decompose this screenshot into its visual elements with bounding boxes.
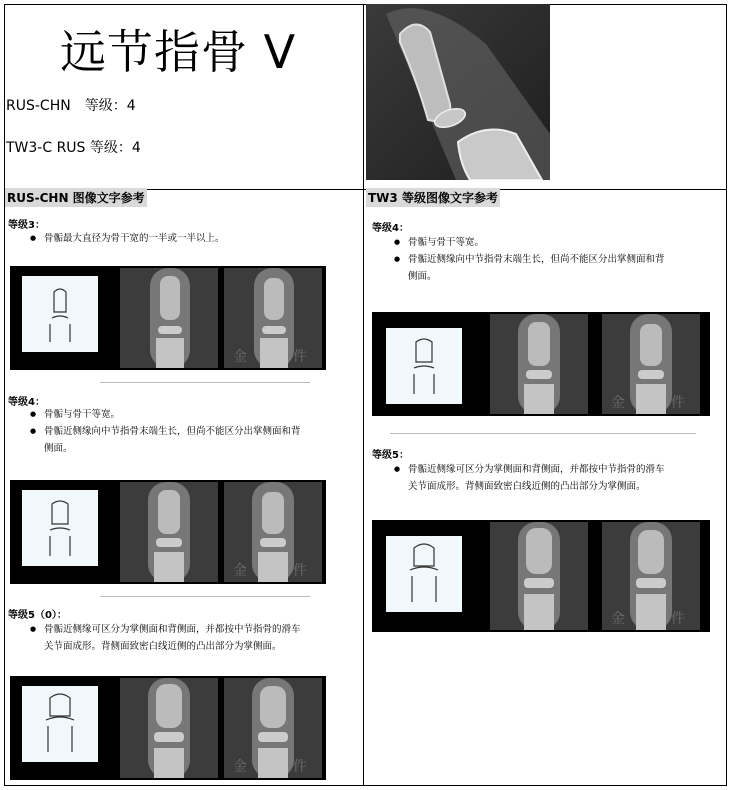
tw3-stage-4-label: 等级4： xyxy=(372,223,409,234)
rus-stage-3-label: 等级3： xyxy=(8,220,45,231)
rus-stage-5-label: 等级5（0）： xyxy=(8,610,67,621)
bullet-text: ● 骨骺近侧缘可区分为掌侧面和背侧面，并都按中节指骨的滑车 xyxy=(30,621,301,638)
rus-stage-4-label: 等级4： xyxy=(8,397,45,408)
bullet-text-continued: 侧面。 xyxy=(408,271,437,282)
xray-image xyxy=(602,522,700,630)
watermark: 金 软件 xyxy=(611,395,691,411)
xray-image xyxy=(224,482,322,582)
bullet-text-continued: 关节面成形。背侧面致密白线近侧的凸出部分为掌侧面。 xyxy=(44,641,282,652)
rus-stage-3-images xyxy=(10,266,326,370)
tw3-grade: TW3-C RUS 等级：4 xyxy=(6,140,141,156)
bullet-text: ● 骨骺最大直径为骨干宽的一半或一半以上。 xyxy=(30,230,225,247)
watermark: 金 软件 xyxy=(233,563,313,579)
rus-chn-heading: RUS-CHN 图像文字参考 xyxy=(5,188,147,207)
column-divider xyxy=(363,5,364,785)
watermark: 金 软件 xyxy=(233,349,313,365)
finger-sketch-icon xyxy=(386,328,462,404)
xray-image xyxy=(490,522,588,630)
finger-sketch-icon xyxy=(22,490,98,566)
tw3-stage-5-images xyxy=(372,520,710,632)
tw3-stage-5-bullets xyxy=(394,461,665,495)
divider xyxy=(390,433,696,434)
xray-image xyxy=(490,314,588,414)
xray-image xyxy=(120,482,218,582)
finger-sketch-icon xyxy=(386,536,462,612)
header-xray-image xyxy=(366,4,550,180)
rus-stage-4-bullets xyxy=(30,406,301,457)
finger-sketch-icon xyxy=(22,686,98,762)
divider xyxy=(100,382,310,383)
bullet-text: ● 骨骺近侧缘向中节指骨末端生长，但尚不能区分出掌侧面和背 xyxy=(394,251,665,268)
rus-stage-5-images xyxy=(10,676,326,780)
page-title: 远节指骨 V xyxy=(60,25,297,79)
xray-image xyxy=(224,268,322,368)
xray-image xyxy=(120,678,218,778)
watermark: 金 软件 xyxy=(233,759,313,775)
xray-image xyxy=(224,678,322,778)
xray-image xyxy=(602,314,700,414)
bullet-text: ● 骨骺近侧缘可区分为掌侧面和背侧面，并都按中节指骨的滑车 xyxy=(394,461,665,478)
bullet-text-continued: 关节面成形。背侧面致密白线近侧的凸出部分为掌侧面。 xyxy=(408,481,646,492)
finger-sketch-icon xyxy=(22,276,98,352)
rus-stage-5-bullets xyxy=(30,621,301,655)
xray-image xyxy=(120,268,218,368)
rus-chn-grade: RUS-CHN 等级：4 xyxy=(6,98,136,114)
tw3-stage-4-images xyxy=(372,312,710,416)
bullet-text-continued: 侧面。 xyxy=(44,443,73,454)
bullet-text: ● 骨骺与骨干等宽。 xyxy=(394,234,665,251)
bullet-text: ● 骨骺与骨干等宽。 xyxy=(30,406,301,423)
bullet-text: ● 骨骺近侧缘向中节指骨末端生长，但尚不能区分出掌侧面和背 xyxy=(30,423,301,440)
tw3-stage-4-bullets xyxy=(394,234,665,285)
tw3-stage-5-label: 等级5： xyxy=(372,450,409,461)
tw3-heading: TW3 等级图像文字参考 xyxy=(366,188,500,207)
rus-stage-3-bullets xyxy=(30,230,225,247)
watermark: 金 软件 xyxy=(611,611,691,627)
rus-stage-4-images xyxy=(10,480,326,584)
divider xyxy=(100,596,310,597)
